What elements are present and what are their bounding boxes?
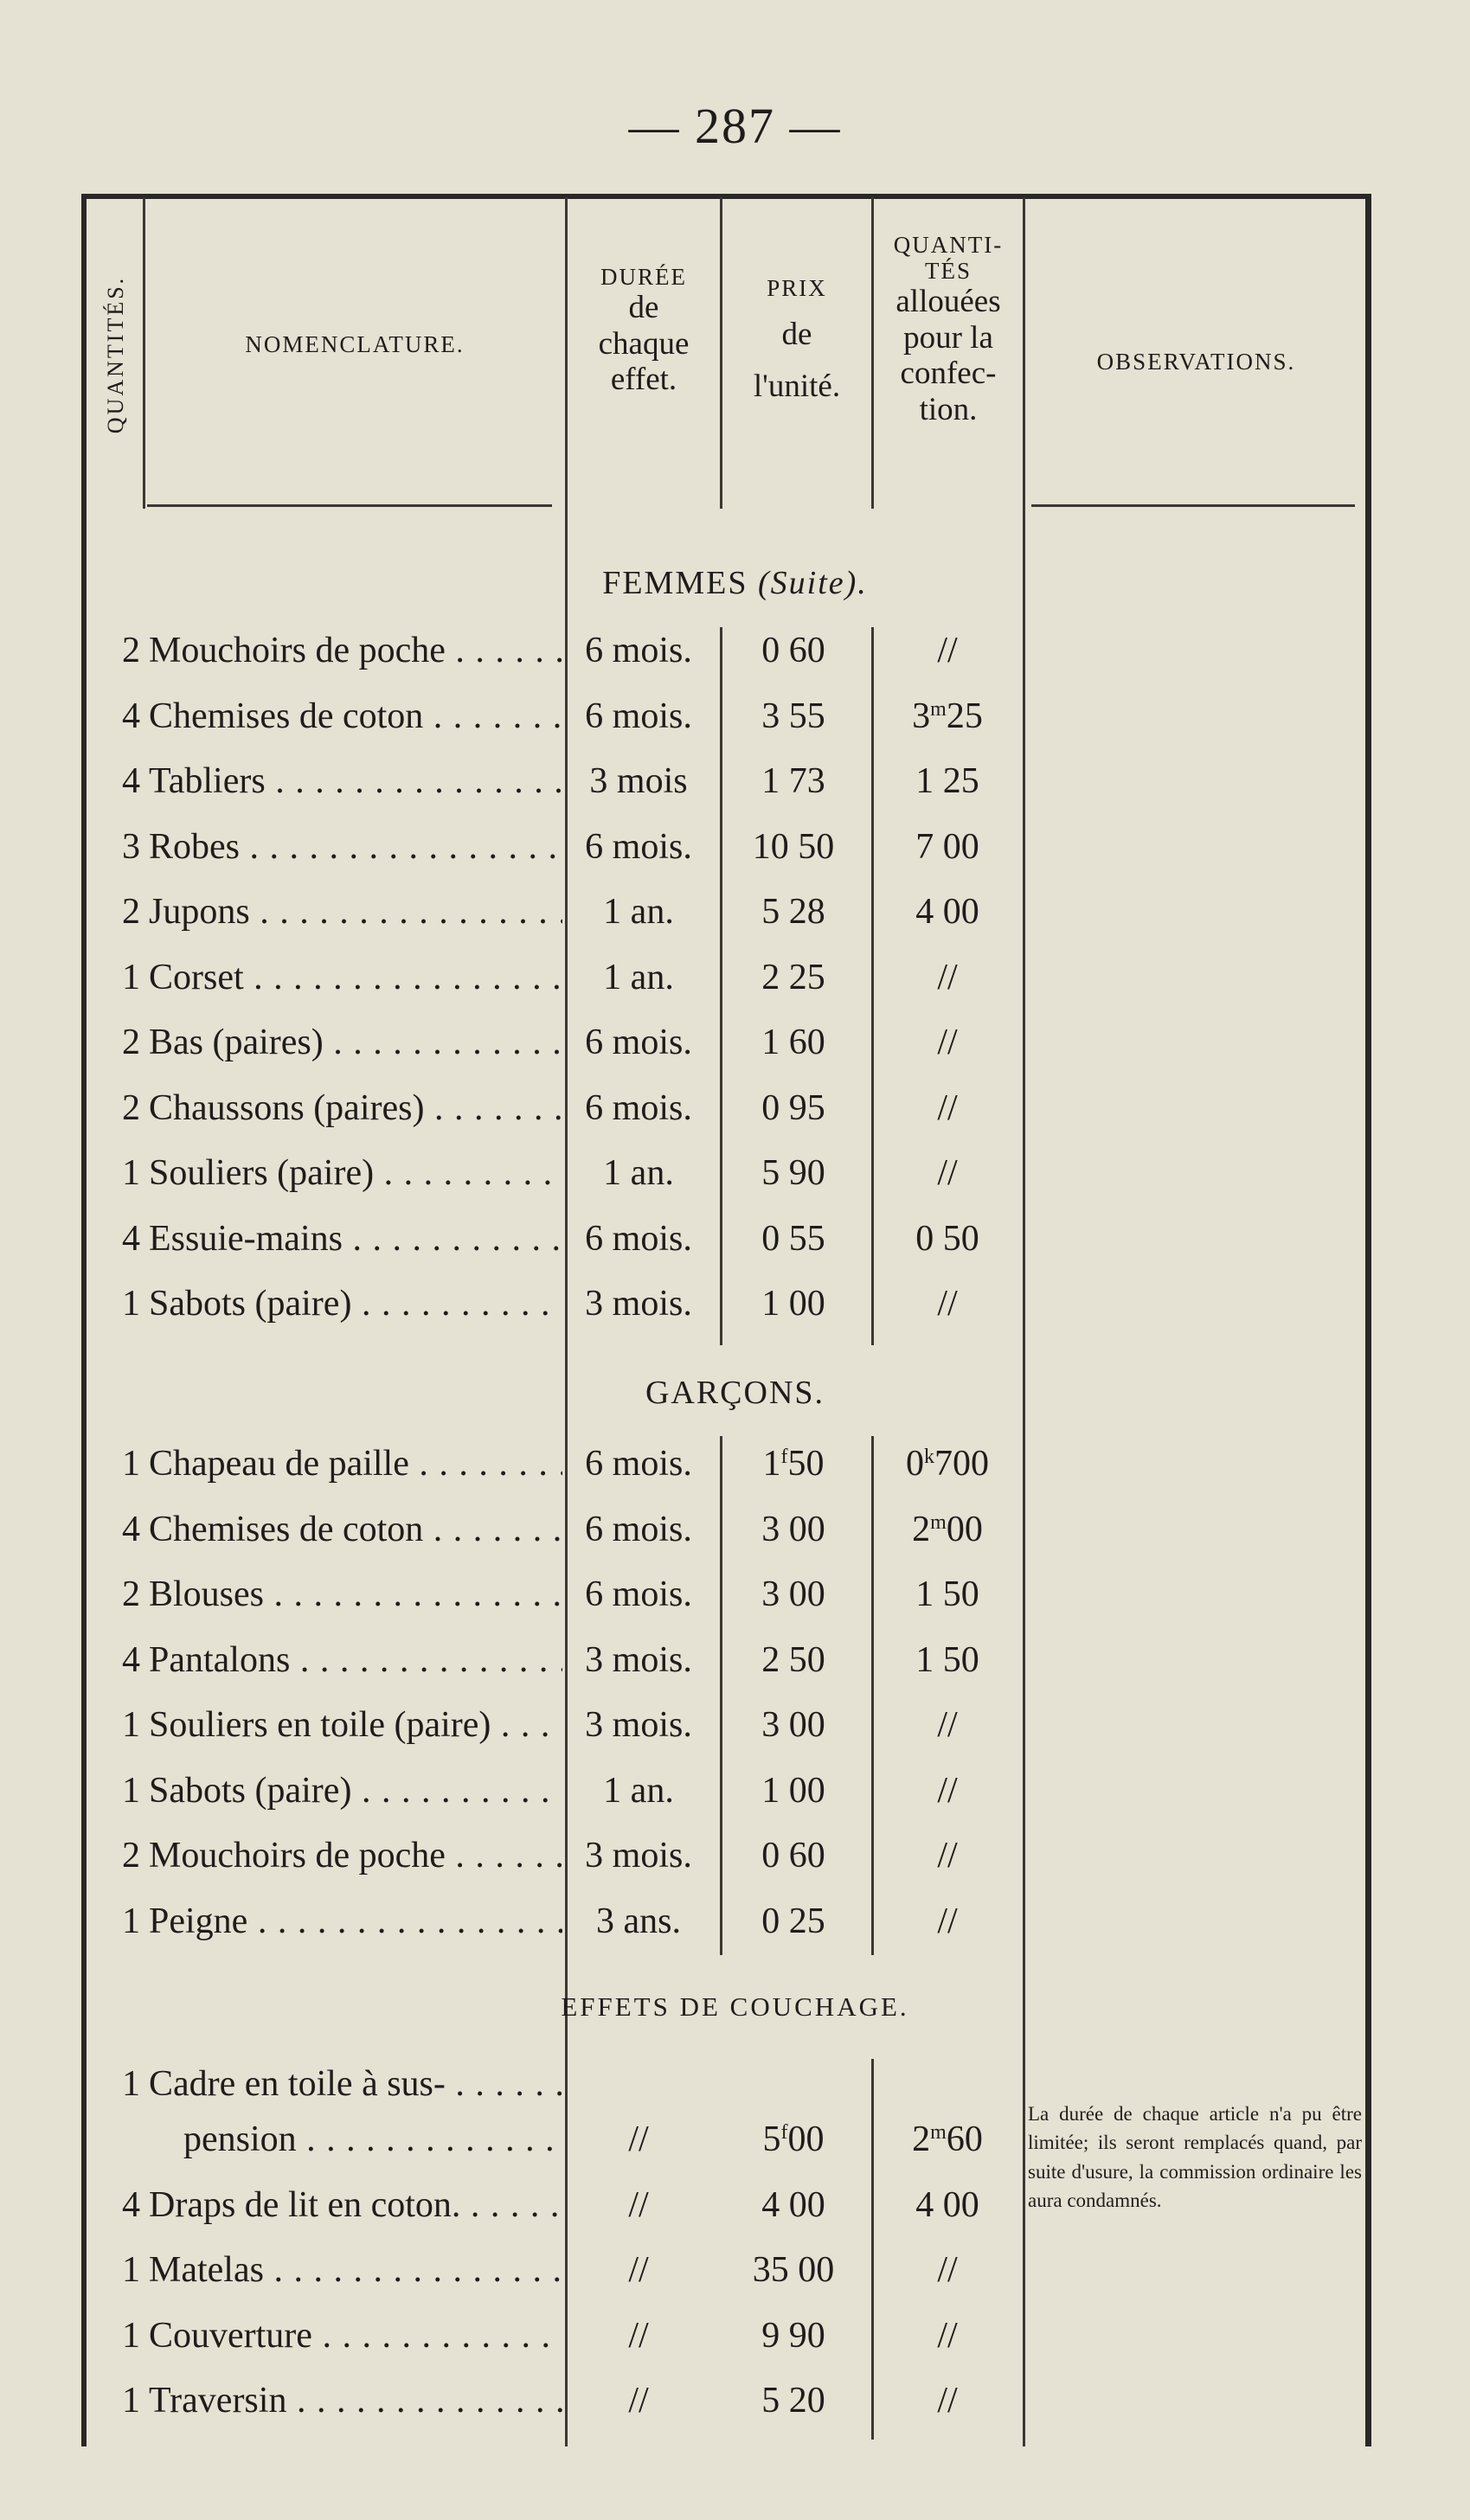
table-row <box>0 1574 1470 1638</box>
item-name: Couverture . . . <box>149 2315 562 2356</box>
table-row <box>0 2315 1470 2379</box>
table-row <box>0 760 1470 824</box>
section-title-femmes: FEMMES (Suite). <box>602 565 868 601</box>
quantity-cell: 1 <box>122 2250 140 2290</box>
item-name: pension . . . <box>183 2119 562 2160</box>
quantity-cell: 1 <box>122 1901 140 1941</box>
duration-cell: 3 mois. <box>585 1836 692 1876</box>
allocation-cell: // <box>937 1087 958 1128</box>
duration-cell: 6 mois. <box>585 631 692 670</box>
table-row <box>0 1022 1470 1086</box>
quantity-cell: 4 <box>122 1218 140 1259</box>
price-cell: 4 00 <box>761 2184 825 2225</box>
column-rule <box>143 197 145 509</box>
item-name: Blouses . . . <box>149 1574 562 1615</box>
duration-cell: 3 ans. <box>596 1901 681 1941</box>
item-name: Chemises de coton . . . <box>149 696 562 737</box>
duration-cell: 6 mois. <box>585 1087 692 1128</box>
duration-cell: 1 an. <box>603 892 674 932</box>
duration-cell: 1 an. <box>603 1153 674 1193</box>
item-name: Sabots (paire) . . . <box>149 1283 562 1324</box>
quantity-cell: 2 <box>122 631 140 670</box>
duration-cell: // <box>628 2119 649 2159</box>
table-row <box>0 1087 1470 1151</box>
duration-cell: 6 mois. <box>585 1574 692 1614</box>
duration-cell: 3 mois. <box>585 1705 692 1745</box>
allocation-cell: // <box>937 631 958 670</box>
item-name: Sabots (paire) . . . <box>149 1770 562 1811</box>
table-row <box>0 1835 1470 1899</box>
quantity-cell: 4 <box>122 761 140 801</box>
allocation-cell: // <box>937 1705 958 1745</box>
item-name: Essuie-mains . . . <box>149 1218 562 1260</box>
allocation-cell: 1 50 <box>915 1574 979 1614</box>
quantity-cell: 1 <box>122 1705 140 1745</box>
item-name: Traversin . . . <box>149 2380 562 2421</box>
table-row <box>0 2380 1470 2444</box>
price-cell: 10 50 <box>752 826 835 867</box>
allocation-cell: 7 00 <box>915 826 979 867</box>
price-cell: 9 90 <box>761 2315 825 2356</box>
item-name: Pantalons . . . <box>149 1639 562 1681</box>
quantity-cell: 2 <box>122 892 140 932</box>
price-cell: 5 20 <box>761 2381 825 2421</box>
duration-cell: // <box>628 2184 649 2225</box>
header-quantites-allouees: QUANTI- TÉS allouées pour la confec- tion. <box>893 232 1004 427</box>
quantity-cell: 4 <box>122 1509 140 1549</box>
price-cell: 3 55 <box>761 696 825 736</box>
item-name: Chaussons (paires) . . . <box>149 1087 562 1129</box>
section-title-garcons: GARÇONS. <box>645 1375 825 1411</box>
duration-cell: // <box>628 2315 649 2356</box>
allocation-cell: 1 25 <box>915 761 979 801</box>
header-observations: OBSERVATIONS. <box>1096 349 1296 375</box>
table-row <box>0 1509 1470 1573</box>
price-cell: 1 00 <box>761 1284 825 1324</box>
allocation-cell: // <box>937 1836 958 1876</box>
item-name: Corset . . . <box>149 957 562 998</box>
duration-cell: 6 mois. <box>585 1218 692 1259</box>
price-cell: 3 00 <box>761 1705 825 1745</box>
duration-cell: 3 mois <box>589 761 688 801</box>
duration-cell: 6 mois. <box>585 696 692 736</box>
header-duree: DURÉE de chaque effet. <box>598 264 690 398</box>
allocation-cell: 3$^m$25 <box>912 696 983 736</box>
item-name: Draps de lit en coton. . . . <box>149 2184 562 2226</box>
duration-cell: // <box>628 2250 649 2290</box>
table-row <box>0 2249 1470 2313</box>
duration-cell: 3 mois. <box>585 1639 692 1680</box>
allocation-cell: // <box>937 1023 958 1062</box>
item-name: Chemises de coton . . . <box>149 1509 562 1550</box>
duration-cell: 6 mois. <box>585 1509 692 1549</box>
allocation-cell: 2$^m$60 <box>912 2119 983 2159</box>
quantity-cell: 2 <box>122 1836 140 1876</box>
header-quantites: QUANTITÉS. <box>103 275 128 434</box>
price-cell: 2 25 <box>761 957 825 997</box>
quantity-cell: 1 <box>122 2381 140 2421</box>
allocation-cell: 4 00 <box>915 2184 979 2225</box>
quantity-cell: 1 <box>122 2064 140 2104</box>
price-cell: 0 25 <box>761 1901 825 1941</box>
item-name: Peigne . . . <box>149 1901 562 1942</box>
allocation-cell: 1 50 <box>915 1639 979 1680</box>
price-cell: 0 95 <box>761 1087 825 1128</box>
price-cell: 1 73 <box>761 761 825 801</box>
price-cell: 1 00 <box>761 1770 825 1811</box>
quantity-cell: 4 <box>122 1639 140 1680</box>
allocation-cell: 0$^k$700 <box>906 1444 989 1484</box>
quantity-cell: 2 <box>122 1087 140 1128</box>
duration-cell: 1 an. <box>603 1770 674 1811</box>
price-cell: 2 50 <box>761 1639 825 1680</box>
allocation-cell: 0 50 <box>915 1218 979 1259</box>
quantity-cell: 1 <box>122 1770 140 1811</box>
table-row <box>0 696 1470 760</box>
price-cell: 5 90 <box>761 1153 825 1193</box>
allocation-cell: // <box>937 2315 958 2356</box>
price-cell: 5$^f$00 <box>762 2119 825 2159</box>
item-name: Cadre en toile à sus- . . . <box>149 2063 562 2105</box>
table-row <box>0 1152 1470 1216</box>
item-name: Mouchoirs de poche . . . <box>149 630 562 671</box>
allocation-cell: // <box>937 2250 958 2290</box>
allocation-cell: // <box>937 1153 958 1193</box>
table-row <box>0 1639 1470 1703</box>
header-underline <box>1031 504 1355 507</box>
section-title-couchage: EFFETS DE COUCHAGE. <box>561 1991 909 2022</box>
price-cell: 1 60 <box>761 1023 825 1062</box>
duration-cell: 6 mois. <box>585 826 692 867</box>
item-name: Souliers en toile (paire) . . . <box>149 1704 562 1746</box>
header-nomenclature: NOMENCLATURE. <box>245 331 465 357</box>
quantity-cell: 1 <box>122 957 140 997</box>
price-cell: 0 55 <box>761 1218 825 1259</box>
table-row <box>0 1218 1470 1282</box>
table-row <box>0 630 1470 694</box>
allocation-cell: 4 00 <box>915 892 979 932</box>
table-row <box>0 1704 1470 1768</box>
observation-note: La durée de chaque article n'a pu être limitée; ils seront remplacés quand, par suite d'usure, la commission ordinaire les aura condamnés. <box>1028 2103 1362 2212</box>
table-row <box>0 1901 1470 1965</box>
duration-cell: 3 mois. <box>585 1284 692 1324</box>
price-cell: 5 28 <box>761 892 825 932</box>
item-name: Souliers (paire) . . . <box>149 1152 562 1194</box>
quantity-cell: 3 <box>122 826 140 867</box>
allocation-cell: // <box>937 957 958 997</box>
item-name: Robes . . . <box>149 826 562 868</box>
header-prix: PRIX de l'unité. <box>753 275 841 404</box>
header-underline <box>147 504 552 507</box>
item-name: Tabliers . . . <box>149 760 562 802</box>
item-name: Jupons . . . <box>149 891 562 933</box>
price-cell: 1$^f$50 <box>762 1444 825 1484</box>
allocation-cell: 2$^m$00 <box>912 1509 983 1549</box>
quantity-cell: 4 <box>122 696 140 736</box>
allocation-cell: // <box>937 2381 958 2421</box>
price-cell: 3 00 <box>761 1574 825 1614</box>
price-cell: 35 00 <box>752 2250 835 2290</box>
duration-cell: 1 an. <box>603 957 674 997</box>
quantity-cell: 4 <box>122 2184 140 2225</box>
item-name: Matelas . . . <box>149 2249 562 2291</box>
duration-cell: // <box>628 2381 649 2421</box>
duration-cell: 6 mois. <box>585 1023 692 1062</box>
table-row <box>0 891 1470 955</box>
allocation-cell: // <box>937 1770 958 1811</box>
price-cell: 3 00 <box>761 1509 825 1549</box>
allocation-cell: // <box>937 1901 958 1941</box>
quantity-cell: 1 <box>122 2315 140 2356</box>
table-row <box>0 957 1470 1021</box>
quantity-cell: 2 <box>122 1574 140 1614</box>
duration-cell: 6 mois. <box>585 1444 692 1484</box>
allocation-cell: // <box>937 1284 958 1324</box>
price-cell: 0 60 <box>761 631 825 670</box>
table-row <box>0 826 1470 890</box>
table-row <box>0 1770 1470 1834</box>
item-name: Mouchoirs de poche . . . <box>149 1835 562 1876</box>
quantity-cell: 1 <box>122 1444 140 1484</box>
table-row <box>0 1283 1470 1347</box>
item-name: Chapeau de paille . . . <box>149 1443 562 1484</box>
price-cell: 0 60 <box>761 1836 825 1876</box>
table-row <box>0 1443 1470 1507</box>
quantity-cell: 1 <box>122 1153 140 1193</box>
quantity-cell: 1 <box>122 1284 140 1324</box>
page-number: — 287 — <box>628 98 842 154</box>
item-name: Bas (paires) . . . <box>149 1022 562 1063</box>
quantity-cell: 2 <box>122 1023 140 1062</box>
